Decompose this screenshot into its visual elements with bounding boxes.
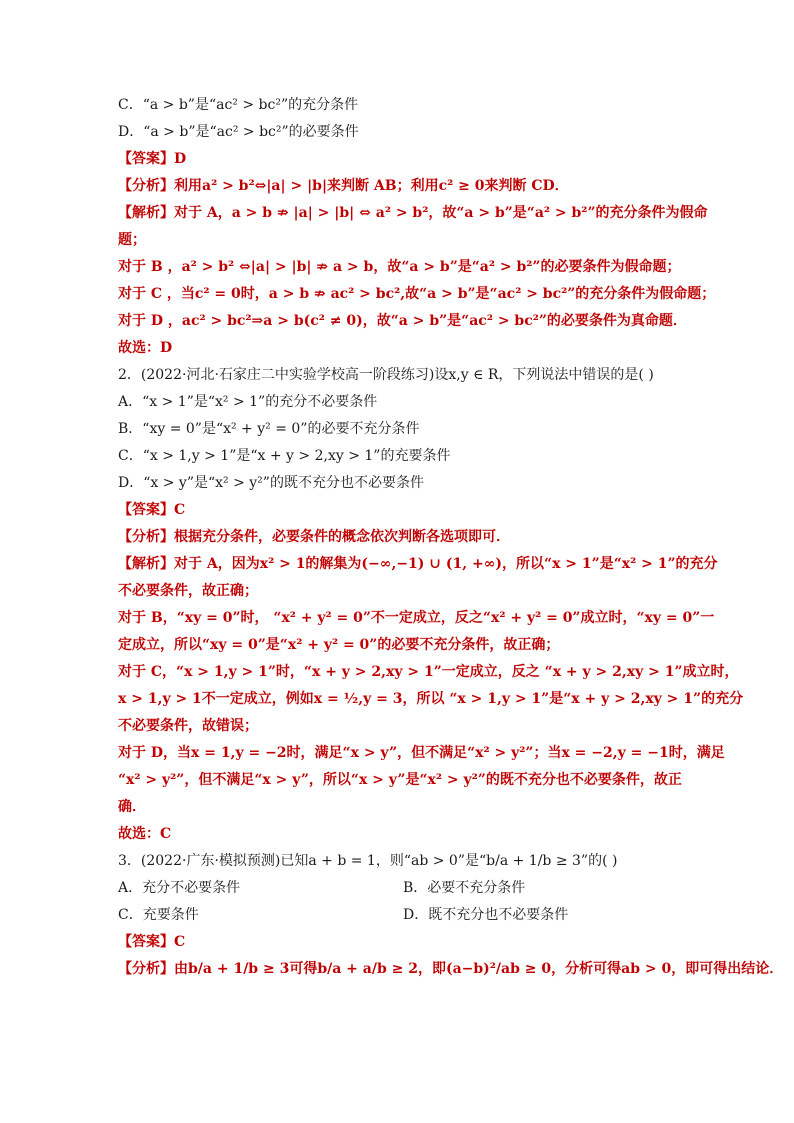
text-lines	[118, 92, 744, 875]
options-row-1	[118, 875, 688, 902]
text-line: D．“a > b”是“ac² > bc²”的必要条件	[118, 124, 359, 140]
text-line: 对于 B ，a² > b² ⇔|a| > |b| ⇏ a > b，故“a > b”是“a² > b²”的必要条件为假命题；	[118, 259, 681, 275]
text-line: A．“x > 1”是“x² > 1”的充分不必要条件	[118, 394, 378, 410]
answer-3: 【答案】C	[118, 934, 186, 950]
text-line: 【分析】根据充分条件，必要条件的概念依次判断各选项即可．	[118, 529, 510, 545]
text-line: C．“x > 1,y > 1”是“x + y > 2,xy > 1”的充要条件	[118, 448, 451, 464]
text-line: 不必要条件，故正确；	[118, 583, 258, 599]
text-line: 不必要条件，故错误；	[118, 718, 258, 734]
text-line: “x² > y²”，但不满足“x > y”，所以“x > y”是“x² > y²”的既不充分也不必要条件，故正	[118, 772, 682, 788]
content-column	[118, 92, 784, 983]
option-b: B．必要不充分条件	[403, 880, 526, 896]
text-line: 对于 C ，当c² = 0时，a > b ⇏ ac² > bc²,故“a > b”是“ac² > bc²”的充分条件为假命题；	[118, 286, 716, 302]
text-line: x > 1,y > 1不一定成立，例如x = ½,y = 3，所以 “x > 1,y > 1”是“x + y > 2,xy > 1”的充分	[118, 691, 744, 707]
option-c: C．充要条件	[118, 907, 199, 923]
analysis-3: 【分析】由b/a + 1/b ≥ 3可得b/a + a/b ≥ 2，即(a−b)²/ab ≥ 0，分析可得ab > 0，即可得出结论．	[118, 961, 784, 977]
option-a: A．充分不必要条件	[118, 880, 241, 896]
text-line: 对于 B，“xy = 0”时， “x² + y² = 0”不一定成立，反之“x² + y² = 0”成立时，“xy = 0”一	[118, 610, 715, 626]
text-line: 【解析】对于 A，因为x² > 1的解集为(−∞,−1) ∪ (1, +∞)，所以“x > 1”是“x² > 1”的充分	[118, 556, 718, 572]
text-line: 2．(2022·河北·石家庄二中实验学校高一阶段练习)设x,y ∈ R，下列说法中错误的是( )	[118, 367, 654, 383]
option-d: D．既不充分也不必要条件	[403, 907, 569, 923]
text-line: 对于 D，当x = 1,y = −2时，满足“x > y”，但不满足“x² > y²”；当x = −2,y = −1时，满足	[118, 745, 725, 761]
options-row-2	[118, 902, 688, 929]
text-line: D．“x > y”是“x² > y²”的既不充分也不必要条件	[118, 475, 424, 491]
text-line: 【解析】对于 A，a > b ⇏ |a| > |b| ⇔ a² > b²，故“a > b”是“a² > b²”的充分条件为假命	[118, 205, 708, 221]
text-line: 对于 C，“x > 1,y > 1”时，“x + y > 2,xy > 1”一定成立，反之 “x + y > 2,xy > 1”成立时，	[118, 664, 739, 680]
text-line: 题；	[118, 232, 146, 248]
text-line: B．“xy = 0”是“x² + y² = 0”的必要不充分条件	[118, 421, 420, 437]
text-line: 【答案】C	[118, 502, 186, 518]
text-line: 确．	[118, 799, 146, 815]
text-line: 对于 D ，ac² > bc²⇒a > b(c² ≠ 0)，故“a > b”是“ac² > bc²”的必要条件为真命题．	[118, 313, 687, 329]
text-line: C．“a > b”是“ac² > bc²”的充分条件	[118, 97, 359, 113]
text-line: 定成立，所以“xy = 0”是“x² + y² = 0”的必要不充分条件，故正确；	[118, 637, 560, 653]
text-line: 故选：C	[118, 826, 172, 842]
text-line: 3．(2022·广东·模拟预测)已知a + b = 1，则“ab > 0”是“b/a + 1/b ≥ 3”的( )	[118, 853, 618, 869]
text-line: 【分析】利用a² > b²⇔|a| > |b|来判断 AB；利用c² ≥ 0来判断 CD．	[118, 178, 569, 194]
text-line: 故选：D	[118, 340, 173, 356]
text-line: 【答案】D	[118, 151, 187, 167]
